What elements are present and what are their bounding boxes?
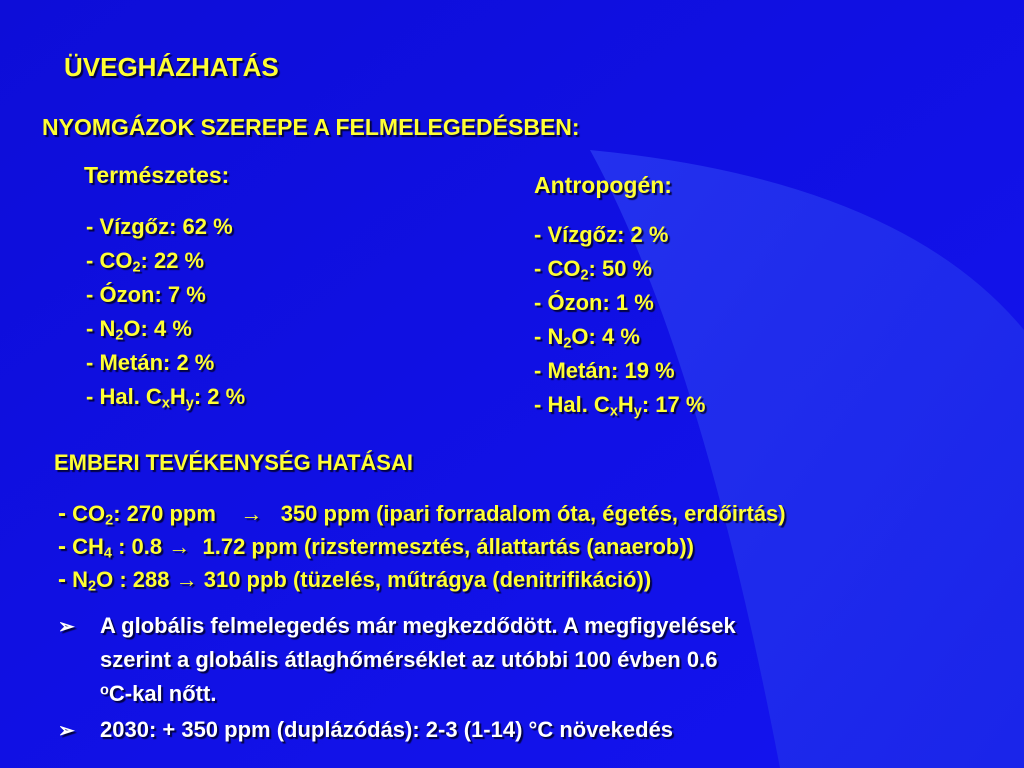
dash: - (86, 214, 94, 239)
natural-item-ozone: - Ózon: 7 % (86, 282, 206, 307)
anthro-item-ozone: - Ózon: 1 % (534, 290, 654, 315)
anthro-item-methane: - Metán: 19 % (534, 358, 675, 383)
human-line-n2o: - $N_2O$ : 288 → 310 ppb (tüzelés, műtrágya (denitrifikáció)) (58, 566, 652, 595)
slide-subtitle: NYOMGÁZOK SZEREPE A FELMELEGEDÉSBEN: (42, 114, 580, 140)
natural-item-water: - Vízgőz: 62 % (86, 214, 233, 239)
arrow-icon: → (168, 534, 191, 559)
bullet-1-line-2: szerint a globális átlaghőmérséklet az utóbbi 100 évben 0.6 (100, 647, 718, 672)
anthro-item-co2: - $CO_2$: 50 % (534, 256, 653, 284)
bullet-arrow-icon: ➢ (58, 720, 75, 742)
natural-item-methane: - Metán: 2 % (86, 350, 215, 375)
bullet-2-text: 2030: + 350 ppm (duplázódás): 2-3 (1-14) °C növekedés (100, 717, 674, 742)
human-line-co2: - $CO_2$: 270 ppm → 350 ppm (ipari forradalom óta, égetés, erdőirtás) (58, 500, 786, 529)
arrow-icon: → (175, 567, 198, 592)
human-heading: EMBERI TEVÉKENYSÉG HATÁSAI (54, 450, 413, 475)
anthropogenic-heading: Antropogén: (534, 172, 672, 198)
anthro-item-water: - Vízgőz: 2 % (534, 222, 669, 247)
natural-item-halocarbons: - Hal. $C_xH_y$: 2 % (86, 384, 246, 412)
natural-heading: Természetes: (84, 162, 230, 188)
bullet-arrow-icon: ➢ (58, 616, 75, 638)
bullet-1-line-3: $^o$C-kal nőtt. (100, 681, 217, 706)
anthro-item-halocarbons: - Hal. $C_xH_y$: 17 % (534, 392, 706, 420)
arrow-icon: → (240, 501, 263, 526)
slide-title: ÜVEGHÁZHATÁS (64, 52, 279, 82)
natural-item-co2: - $CO_2$: 22 % (86, 248, 205, 276)
bullet-1-line-1: A globális felmelegedés már megkezdődött. A megfigyelések (100, 613, 736, 638)
natural-item-n2o: - $N_2O$: 4 % (86, 316, 192, 344)
human-line-ch4: - $CH_4$ : 0.8 → 1.72 ppm (rizstermesztés, állattartás (anaerob)) (58, 533, 694, 562)
anthro-item-n2o: - $N_2O$: 4 % (534, 324, 640, 352)
